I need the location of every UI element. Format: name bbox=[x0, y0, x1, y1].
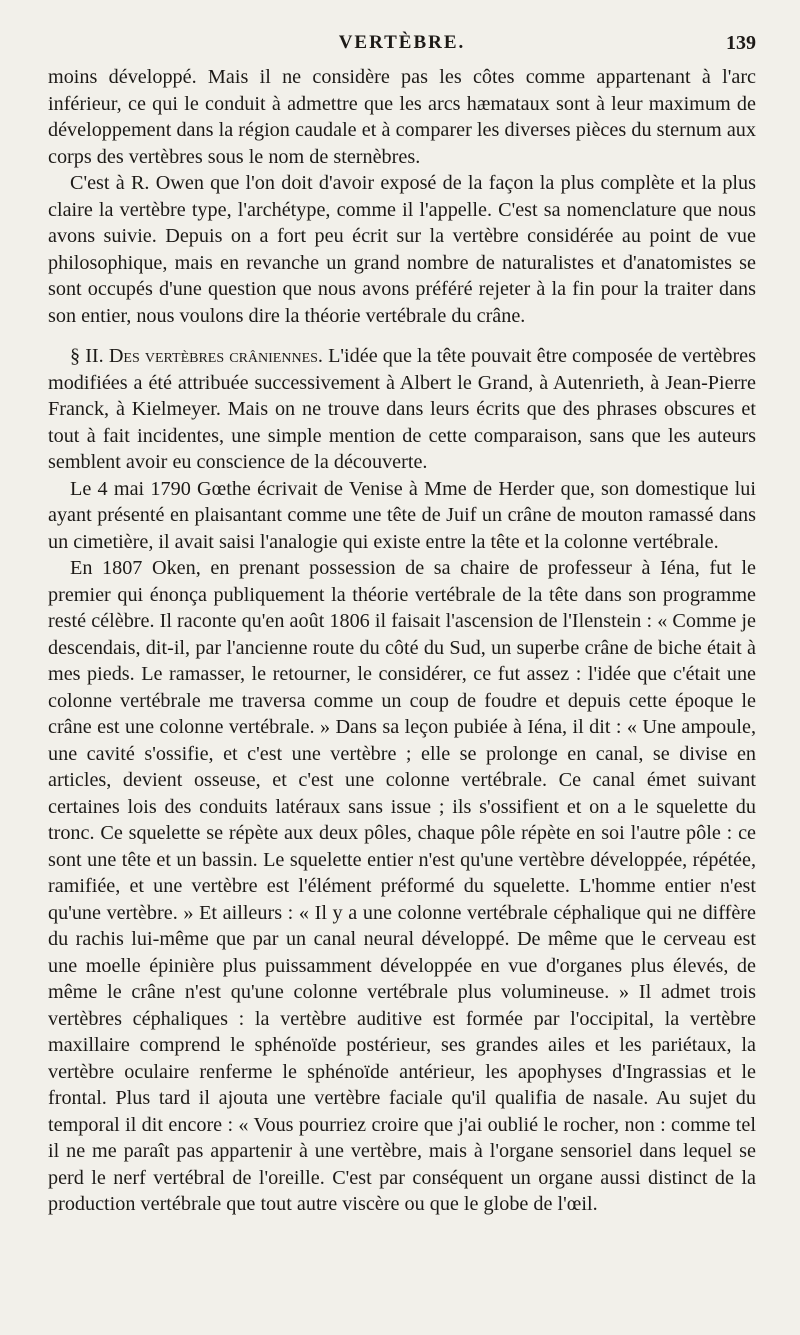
body-text bbox=[48, 64, 756, 1218]
section-paragraph bbox=[48, 343, 756, 476]
paragraph-owen: C'est à R. Owen que l'on doit d'avoir exposé de la façon la plus complète et la plus claire la vertèbre type, l'archétype, comme il l'appelle. C'est sa nomenclature que nous avons suivie. Depuis on a fort peu écrit sur la vertèbre considérée au point de vue philosophique, mais en revanche un grand nombre de naturalistes et d'anatomistes se sont occupés d'une question que nous avons préféré rejeter à la fin pour la traiter dans son entier, nous voulons dire la théorie vertébrale du crâne. bbox=[48, 172, 756, 327]
paragraph-continuation: moins développé. Mais il ne considère pas les côtes comme appartenant à l'arc inférieur, ce qui le conduit à admettre que les arcs hæmataux sont à leur maximum de développement dans la région caudale et à comparer les diverses pièces du sternum aux corps des vertèbres sous le nom de sternèbres. bbox=[48, 66, 756, 168]
section-text: L'idée que la tête pouvait être composée de vertèbres modifiées a été attribuée successivement à Albert le Grand, à Autenrieth, à Jean-Pierre Franck, à Kielmeyer. Mais on ne trouve dans leurs écrits que des phrases obscures et tout à fait incidentes, une simple mention de cette comparaison, sans que les auteurs semblent avoir eu conscience de la découverte. bbox=[48, 345, 757, 473]
running-header bbox=[48, 28, 756, 58]
running-title: VERTÈBRE. bbox=[338, 32, 466, 53]
section-marker: § II. bbox=[70, 345, 104, 367]
paragraph-goethe: Le 4 mai 1790 Gœthe écrivait de Venise à Mme de Herder que, son domestique lui ayant présenté en plaisantant comme une tête de Juif un crâne de mouton ramassé dans un cimetière, il avait saisi l'analogie qui existe entre la tête et la colonne vertébrale. bbox=[48, 477, 756, 553]
page-number: 139 bbox=[726, 32, 756, 54]
section-heading: Des vertèbres crâniennes. bbox=[108, 345, 323, 367]
paragraph-oken: En 1807 Oken, en prenant possession de sa chaire de professeur à Iéna, fut le premier qui énonça publiquement la théorie vertébrale de la tête dans son programme resté célèbre. Il raconte qu'en août 1806 il faisait l'ascension de l'Ilenstein : « Comme je descendais, dit-il, par l'ancienne route du côté du Sud, un superbe crâne de biche était à mes pieds. Le ramasser, le retourner, le considérer, ce fut assez : l'idée que c'était une colonne vertébrale me traversa comme un coup de foudre et depuis cette époque le crâne est une colonne vertébrale. » Dans sa leçon pubiée à Iéna, il dit : « Une ampoule, une cavité s'ossifie, et c'est une vertèbre ; elle se prolonge en canal, se divise en articles, devient osseuse, et c'est une colonne vertébrale. Ce canal émet suivant certaines lois des conduits latéraux sans issue ; ils s'ossifient et on a le squelette du tronc. Ce squelette se répète aux deux pôles, chaque pôle répète en soi l'autre pôle : ce sont une tête et un bassin. Le squelette entier n'est qu'une vertèbre développée, répétée, ramifiée, et une vertèbre est l'élément préformé du squelette. L'homme entier n'est qu'une vertèbre. » Et ailleurs : « Il y a une colonne vertébrale céphalique qui ne diffère du rachis lui-même que par un canal neural développé. De même que le cerveau est une moelle épinière plus puissamment développée en vue d'organes plus élevés, de même le crâne n'est qu'une colonne vertébrale plus volumineuse. » Il admet trois vertèbres céphaliques : la vertèbre auditive est formée par l'occipital, la vertèbre maxillaire comprend le sphénoïde postérieur, ses grandes ailes et les pariétaux, la vertèbre oculaire renferme le sphénoïde antérieur, les apophyses d'Ingrassias et le frontal. Plus tard il ajouta une vertèbre faciale qu'il qualifia de nasale. Au sujet du temporal il dit encore : « Vous pourriez croire que j'ai oublié le rocher, non : comme tel il ne me paraît pas appartenir à une vertèbre, mais à l'organe sensoriel dans lequel se perd le nerf vertébral de l'oreille. C'est par conséquent un organe aussi distinct de la production vertébrale que tout autre viscère ou que le globe de l'œil. bbox=[48, 557, 756, 1215]
section-spacer bbox=[48, 329, 756, 343]
